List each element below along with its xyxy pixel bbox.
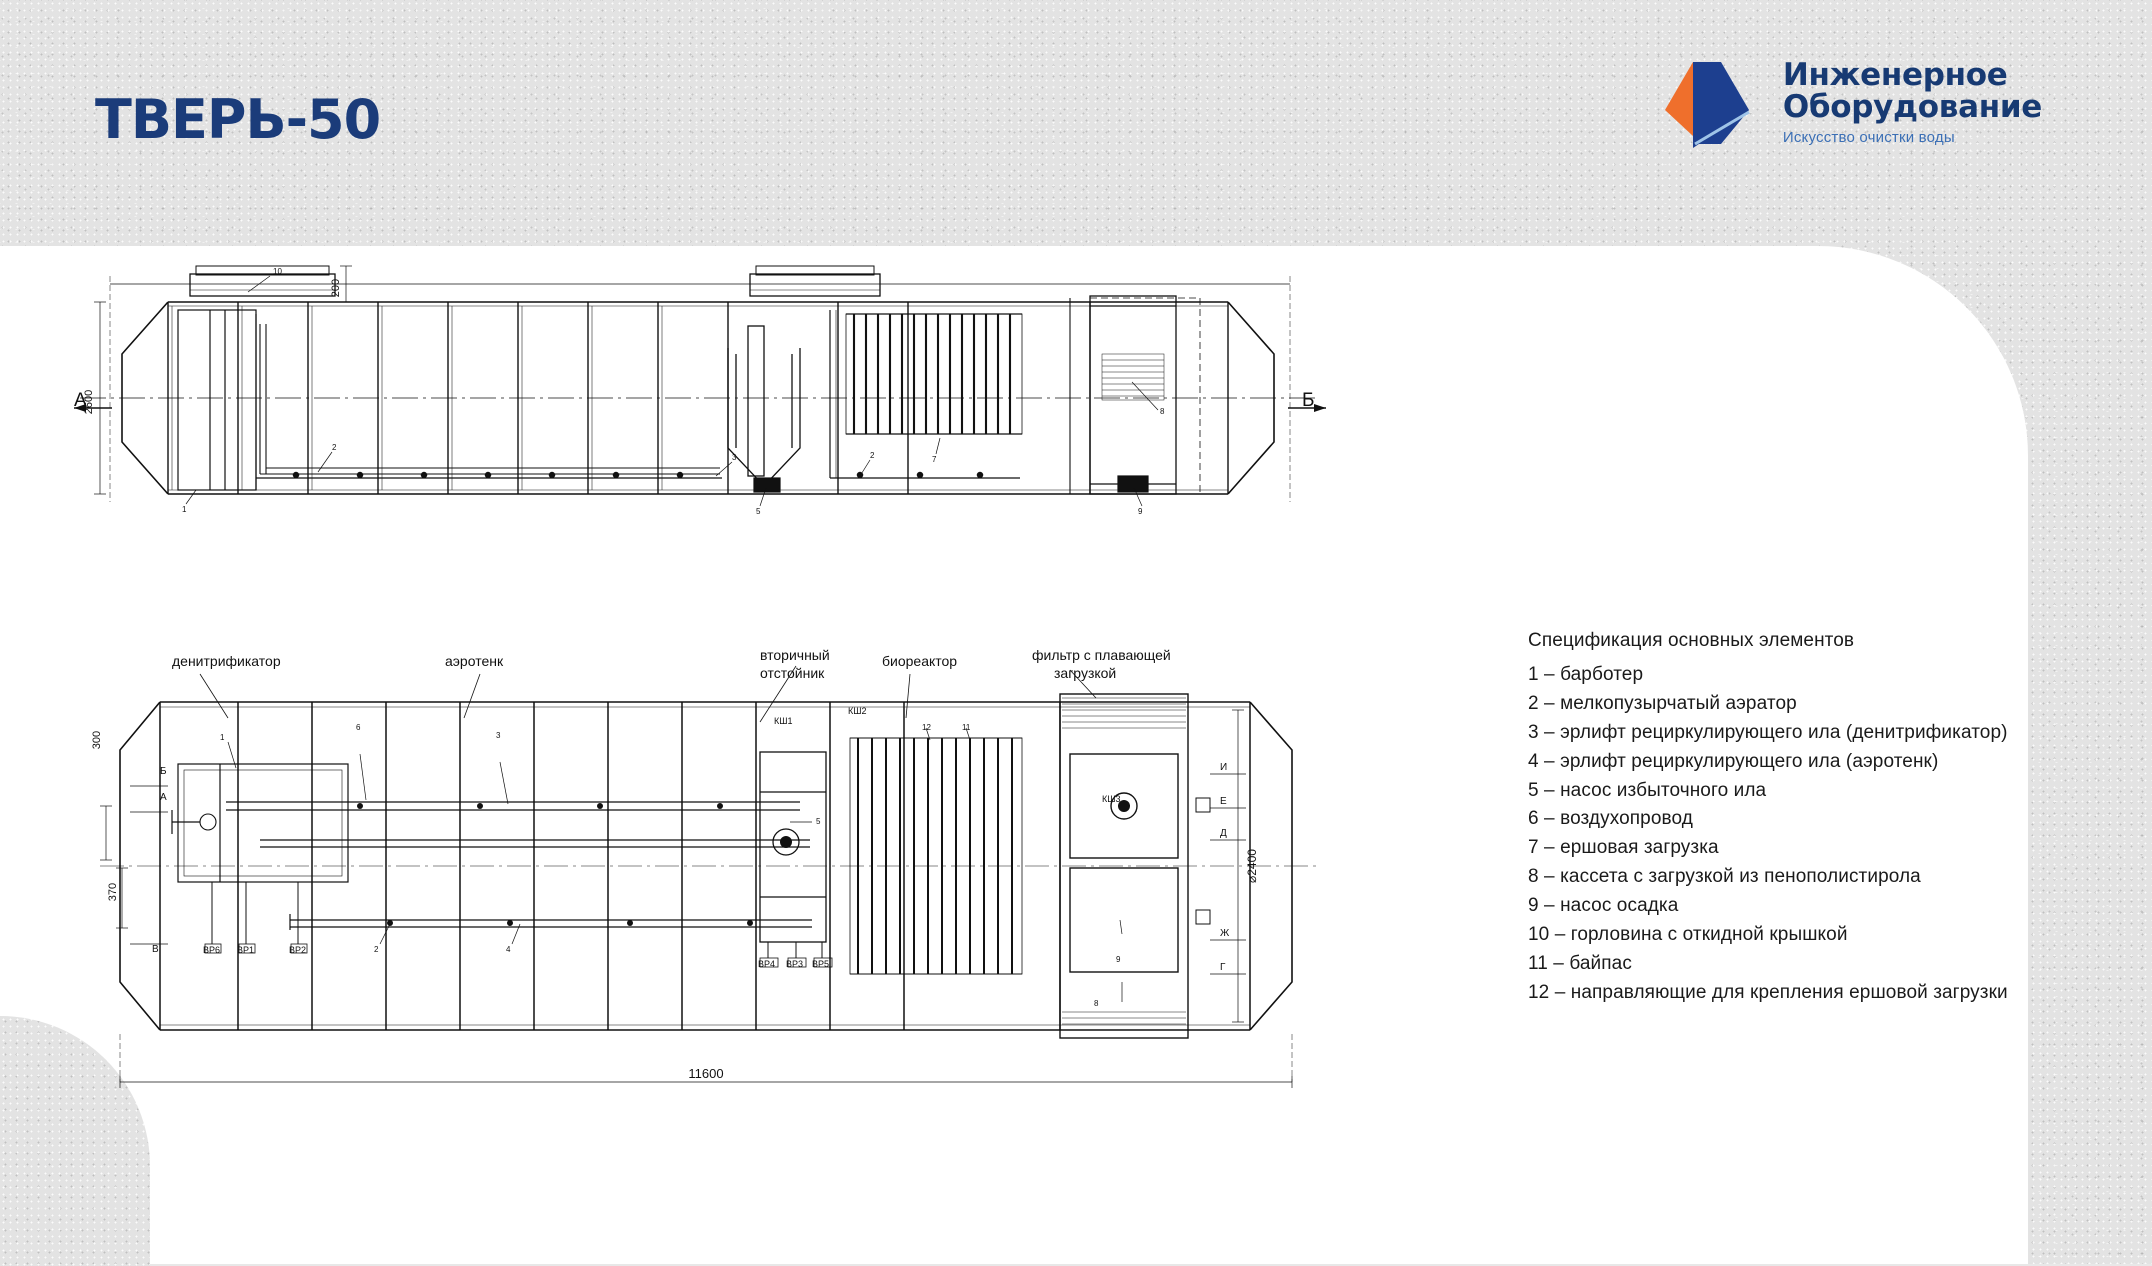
list-item: 6 – воздухопровод [1528, 808, 1693, 830]
zone-label-aerotank: аэротенк [445, 653, 504, 669]
callout-10: 10 [273, 267, 282, 276]
list-item: 2 – мелкопузырчатый аэратор [1528, 692, 1797, 714]
callout-9: 9 [1138, 507, 1143, 516]
list-item: 8 – кассета с загрузкой из пенополистирола [1528, 866, 1921, 888]
callout-1: 1 [182, 505, 187, 514]
axis-mark-d: Д [1220, 828, 1227, 839]
callout-4-plan: 4 [506, 945, 511, 954]
technical-drawing [60, 262, 1480, 1092]
valve-tag-vr5: ВР5 [812, 959, 830, 969]
callout-2-plan: 2 [374, 945, 379, 954]
callout-12-plan: 12 [922, 723, 931, 732]
list-item: 5 – насос избыточного ила [1528, 779, 1767, 801]
plan-view-group [100, 666, 1320, 1088]
zone-label-filter-1: фильтр с плавающей [1032, 647, 1171, 663]
zone-label-clarifier-2: отстойник [760, 665, 825, 681]
arrow-flag-logo-icon [1659, 52, 1769, 152]
valve-tag-vr4: ВР4 [758, 959, 776, 969]
dimension-diameter: ⌀2400 [1245, 849, 1259, 883]
callout-6-plan: 6 [356, 723, 361, 732]
list-item: 12 – направляющие для крепления ершовой загрузки [1528, 981, 2008, 1003]
logo-line-2: Оборудование [1782, 88, 2042, 125]
dimension-300: 300 [91, 730, 103, 750]
callout-1-plan: 1 [220, 733, 225, 742]
side-view-group [74, 266, 1326, 506]
zone-label-filter-2: загрузкой [1054, 665, 1117, 681]
callout-3-plan: 3 [496, 731, 501, 740]
page-title: ТВЕРЬ-50 [95, 88, 381, 151]
axis-mark-b: Б [160, 766, 167, 777]
callout-3: 3 [732, 453, 737, 462]
list-item: 3 – эрлифт рециркулирующего ила (денитрификатор) [1528, 721, 2008, 743]
callout-9-plan: 9 [1116, 955, 1121, 964]
list-item: 7 – ершовая загрузка [1528, 837, 1719, 859]
dimension-height: 2600 [83, 389, 95, 415]
section-label-right: Б [1302, 390, 1315, 411]
zone-label-clarifier-1: вторичный [760, 647, 830, 663]
valve-tag-ksh3: КШ3 [1102, 794, 1121, 804]
specification-title: Спецификация основных элементов [1528, 630, 1855, 651]
dimension-length: 11600 [688, 1066, 724, 1081]
axis-mark-v: В [152, 944, 159, 955]
section-label-left: А [74, 390, 87, 411]
dimension-200: 200 [330, 278, 342, 298]
list-item: 1 – барботер [1528, 664, 1644, 685]
zone-label-denitrificator: денитрификатор [172, 653, 281, 669]
valve-tag-vr3: ВР3 [786, 959, 804, 969]
axis-mark-a: А [160, 792, 167, 803]
valve-tag-vr6: ВР6 [203, 945, 221, 955]
specification-block [1528, 630, 2088, 1008]
callout-2a: 2 [332, 443, 337, 452]
axis-mark-e: Е [1220, 796, 1227, 807]
valve-tag-vr2: ВР2 [289, 945, 307, 955]
dimension-370: 370 [107, 882, 119, 902]
callout-8: 8 [1160, 407, 1165, 416]
callout-2b: 2 [870, 451, 875, 460]
callout-8-plan: 8 [1094, 999, 1099, 1008]
logo-line-1: Инженерное [1782, 57, 2008, 93]
callout-11-plan: 11 [962, 723, 971, 732]
company-logo [1659, 52, 2042, 152]
logo-tagline: Искусство очистки воды [1782, 129, 1955, 147]
zone-label-bioreactor: биореактор [882, 653, 958, 669]
valve-tag-ksh2: КШ2 [848, 706, 867, 716]
axis-mark-zh: Ж [1220, 928, 1230, 939]
callout-5-plan: 5 [816, 817, 821, 826]
valve-tag-ksh1: КШ1 [774, 716, 793, 726]
callout-5: 5 [756, 507, 761, 516]
valve-tag-vr1: ВР1 [237, 945, 255, 955]
list-item: 10 – горловина с откидной крышкой [1528, 923, 1848, 945]
axis-mark-g: Г [1220, 962, 1226, 973]
list-item: 11 – байпас [1528, 952, 1632, 974]
list-item: 9 – насос осадка [1528, 895, 1679, 916]
axis-mark-i: И [1220, 762, 1228, 773]
list-item: 4 – эрлифт рециркулирующего ила (аэротенк) [1528, 750, 1939, 772]
callout-7: 7 [932, 455, 937, 464]
